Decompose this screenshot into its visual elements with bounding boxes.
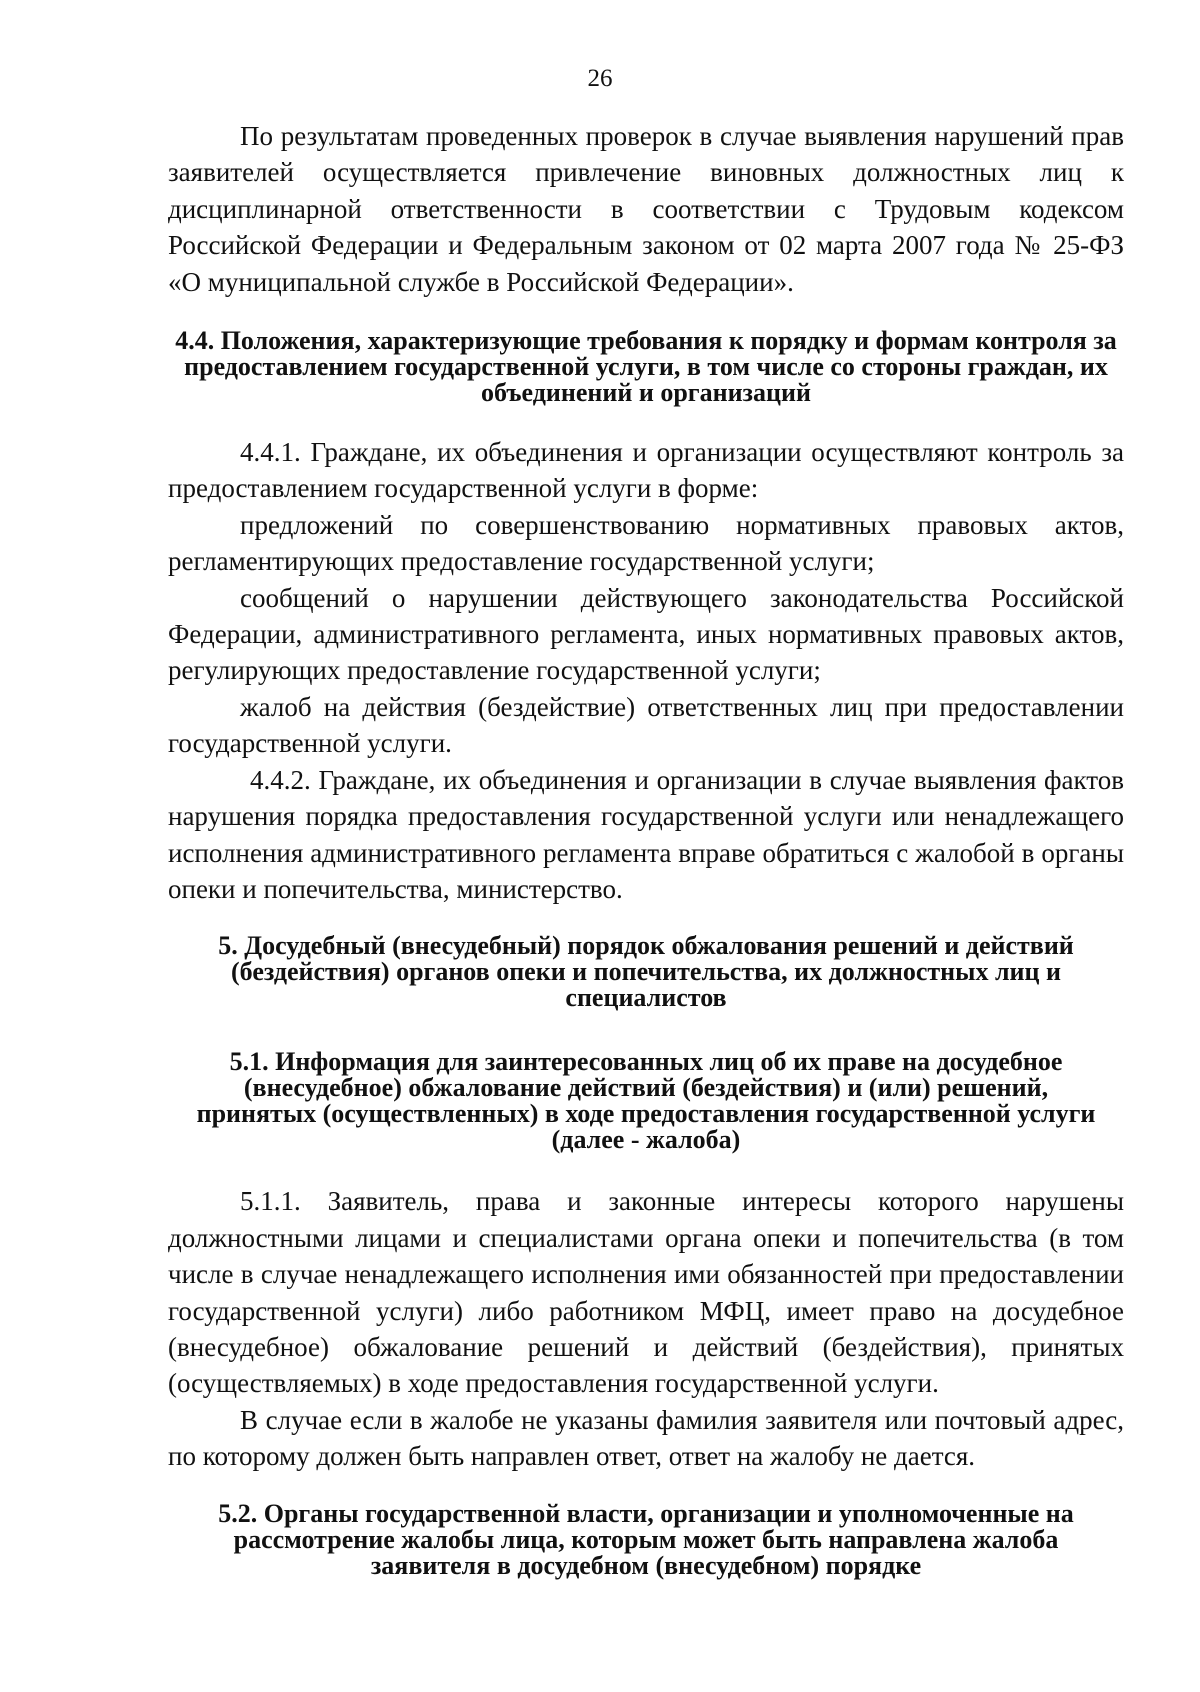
paragraph-complaints: жалоб на действия (бездействие) ответственных лиц при предоставлении государственной услуги. [168, 691, 1124, 759]
paragraph-proposals: предложений по совершенствованию нормативных правовых актов, регламентирующих предоставление государственной услуги; [168, 509, 1124, 577]
paragraph-no-surname: В случае если в жалобе не указаны фамилия заявителя или почтовый адрес, по которому должен быть направлен ответ, ответ на жалобу не дается. [168, 1404, 1124, 1472]
paragraph-4-4-2: 4.4.2. Граждане, их объединения и организации в случае выявления фактов нарушения порядка предоставления государственной услуги или ненадлежащего исполнения административного регламента вправе обратиться с жалобой в органы опеки и попечительства, министерство. [168, 764, 1124, 904]
heading-5-2: 5.2. Органы государственной власти, организации и уполномоченные на рассмотрение жалобы лица, которым может быть направлена жалоба заявителя в досудебном (внесудебном) порядке [218, 1498, 1074, 1580]
heading-5: 5. Досудебный (внесудебный) порядок обжалования решений и действий (бездействия) органов опеки и попечительства, их должностных лиц и специалистов [218, 931, 1074, 1013]
page-content [168, 118, 1124, 1579]
heading-4-4: 4.4. Положения, характеризующие требования к порядку и формам контроля за предоставлением государственной услуги, в том числе со стороны граждан, их объединений и организаций [175, 326, 1117, 408]
page-number: 26 [587, 65, 613, 92]
paragraph-5-1-1: 5.1.1. Заявитель, права и законные интересы которого нарушены должностными лицами и специалистами органа опеки и попечительства (в том числе в случае ненадлежащего исполнения ими обязанностей при предоставлении государственной услуги) либо работником МФЦ, имеет право на досудебное (внесудебное) обжалование решений и действий (бездействия), принятых (осуществляемых) в ходе предоставления государственной услуги. [168, 1186, 1124, 1399]
paragraph-4-4-1: 4.4.1. Граждане, их объединения и организации осуществляют контроль за предоставлением государственной услуги в форме: [168, 437, 1124, 504]
heading-5-1: 5.1. Информация для заинтересованных лиц об их праве на досудебное (внесудебное) обжалование действий (бездействия) и (или) решений, принятых (осуществленных) в ходе предоставления государственной услуги (далее - жалоба) [196, 1047, 1096, 1155]
paragraph-disciplinary: По результатам проведенных проверок в случае выявления нарушений прав заявителей осуществляется привлечение виновных должностных лиц к дисциплинарной ответственности в соответствии с Трудовым кодексом Российской Федерации и Федеральным законом от 02 марта 2007 года № 25-ФЗ «О муниципальной службе в Российской Федерации». [168, 121, 1124, 297]
paragraph-reports: сообщений о нарушении действующего законодательства Российской Федерации, административного регламента, иных нормативных правовых актов, регулирующих предоставление государственной услуги; [168, 582, 1124, 686]
